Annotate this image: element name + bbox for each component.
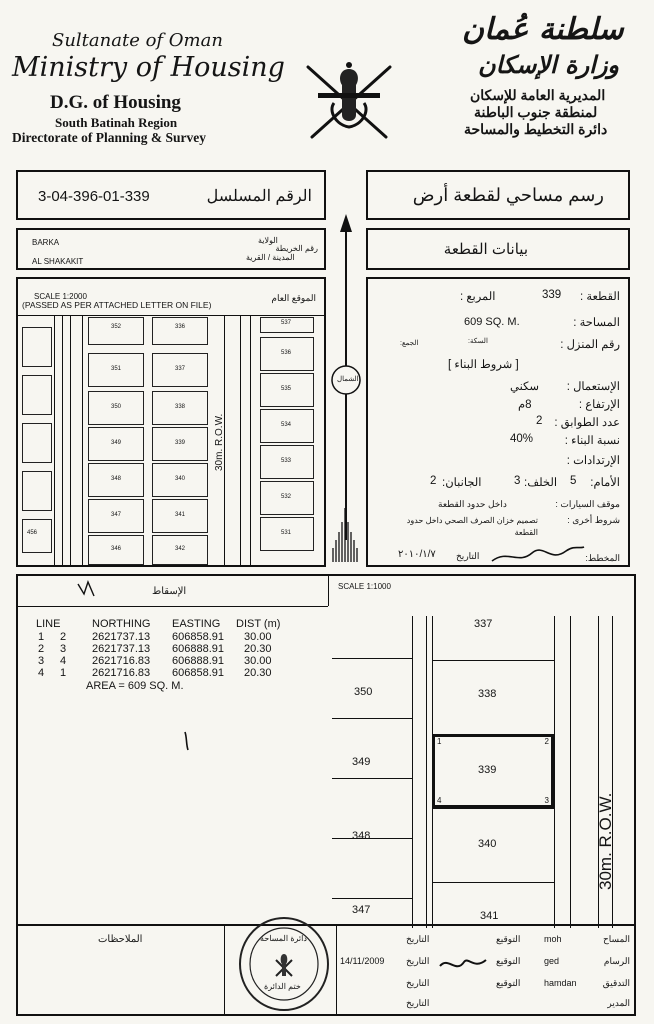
col-easting: EASTING bbox=[172, 618, 221, 630]
setbacks-label: الإرتدادات : bbox=[566, 455, 620, 467]
serial-label: الرقم المسلسل bbox=[206, 188, 312, 205]
col-line: LINE bbox=[36, 618, 61, 630]
planner-label: المخطط: bbox=[585, 553, 620, 563]
projection-scale: SCALE 1:1000 bbox=[338, 582, 391, 591]
key-plot: 351 bbox=[88, 353, 144, 387]
key-plot: 536 bbox=[260, 337, 314, 371]
header-en-line2: Ministry of Housing bbox=[12, 52, 285, 83]
plot-data-title: بيانات القطعة bbox=[443, 241, 528, 258]
date-label: التاريخ bbox=[456, 551, 480, 561]
detail-plot-337: 337 bbox=[474, 618, 493, 630]
plot-data-title-box bbox=[366, 228, 630, 270]
doc-title: رسم مساحي لقطعة أرض bbox=[412, 185, 604, 205]
footer-row-surveyor: المساح moh التوقيع التاريخ bbox=[406, 934, 630, 944]
detail-plot-349: 349 bbox=[352, 756, 371, 768]
header-en-line1: Sultanate of Oman bbox=[52, 30, 223, 51]
header-ar-line3: المديرية العامة للإسكان bbox=[470, 87, 606, 103]
height-value: 8م bbox=[518, 399, 532, 411]
coverage-value: 40% bbox=[510, 433, 534, 445]
square-label: المربع : bbox=[460, 291, 496, 303]
header-en-line5: Directorate of Planning & Survey bbox=[12, 130, 206, 145]
other-label: شروط أخرى : bbox=[567, 515, 620, 525]
planner-signature-icon bbox=[488, 539, 588, 567]
back-value: 3 bbox=[514, 475, 521, 487]
detail-plot-338: 338 bbox=[478, 688, 497, 700]
footer-row-checker: التدقيق hamdan التوقيع التاريخ bbox=[406, 978, 630, 988]
header-ar-line1: سلطنة عُمان bbox=[462, 12, 624, 47]
key-plot: 534 bbox=[260, 409, 314, 443]
key-map-row-label: 30m. R.O.W. bbox=[214, 413, 225, 471]
corner-2: 2 bbox=[544, 737, 549, 746]
official-stamp-icon bbox=[236, 914, 332, 1014]
parking-label: موقف السيارات : bbox=[555, 499, 620, 509]
corner-1: 1 bbox=[437, 737, 442, 746]
detail-plot-350: 350 bbox=[354, 686, 373, 698]
detail-plot-340: 340 bbox=[478, 838, 497, 850]
detail-plot-348: 348 bbox=[352, 830, 371, 842]
village-value: AL SHAKAKIT bbox=[32, 257, 84, 266]
stamp-bottom-text: ختم الدائرة bbox=[264, 982, 301, 991]
location-box bbox=[16, 228, 326, 270]
table-row: 2 3 2621737.13 606888.91 20.30 bbox=[38, 643, 272, 655]
front-label: الأمام: bbox=[590, 477, 620, 489]
national-emblem-icon bbox=[298, 55, 400, 145]
key-plot: 341 bbox=[152, 499, 208, 533]
general-location-label: الموقع العام bbox=[271, 293, 316, 303]
parking-value: داخل حدود القطعة bbox=[438, 499, 507, 509]
detail-map bbox=[328, 616, 638, 928]
plot-value: 339 bbox=[542, 289, 562, 301]
sides-value: 2 bbox=[430, 475, 437, 487]
corner-3: 3 bbox=[544, 796, 549, 805]
key-plot: 338 bbox=[152, 391, 208, 425]
table-row: 4 1 2621716.83 606858.91 20.30 bbox=[38, 667, 272, 679]
table-row: 1 2 2621737.13 606858.91 30.00 bbox=[38, 631, 272, 643]
key-plot-456: 456 bbox=[27, 530, 38, 536]
serial-value: 3-04-396-01-339 bbox=[38, 188, 150, 205]
coordinates-table bbox=[36, 618, 281, 692]
key-plot: 347 bbox=[88, 499, 144, 533]
key-map-note: (PASSED AS PER ATTACHED LETTER ON FILE) bbox=[22, 300, 212, 310]
use-value: سكني bbox=[510, 381, 540, 393]
projection-label: الإسقاط bbox=[152, 586, 187, 597]
key-plot: 342 bbox=[152, 535, 208, 565]
front-value: 5 bbox=[570, 475, 577, 487]
area-value: 609 SQ. M. bbox=[464, 316, 520, 328]
subject-plot-339 bbox=[432, 734, 554, 808]
map-no-label: رقم الخريطة bbox=[275, 244, 318, 253]
corner-4: 4 bbox=[437, 796, 442, 805]
key-map-scale: SCALE 1:2000 bbox=[34, 292, 87, 301]
plot-data-box bbox=[366, 277, 630, 567]
floors-value: 2 bbox=[536, 415, 543, 427]
building-conditions: [ شروط البناء ] bbox=[448, 359, 519, 371]
wilaya-label: الولاية bbox=[258, 236, 278, 245]
key-plot: 531 bbox=[260, 517, 314, 551]
north-label: الشمال bbox=[337, 376, 359, 383]
plot-label: القطعة : bbox=[579, 291, 620, 303]
key-plot: 346 bbox=[88, 535, 144, 565]
detail-plot-339: 339 bbox=[478, 764, 497, 776]
date-value: ٢٠١٠/١/٧ bbox=[398, 549, 436, 560]
footer-box bbox=[16, 926, 636, 1016]
key-plot: 532 bbox=[260, 481, 314, 515]
footer-row-director: المدير التاريخ bbox=[406, 998, 630, 1008]
notes-label: الملاحظات bbox=[98, 934, 143, 945]
other-value: تصميم خزان الصرف الصحي داخل حدود القطعة bbox=[406, 516, 538, 537]
use-label: الإستعمال : bbox=[566, 381, 620, 393]
key-plot: 336 bbox=[152, 317, 208, 345]
sikka-label: السكة: bbox=[468, 338, 488, 345]
back-label: الخلف: bbox=[524, 477, 558, 489]
detail-plot-341: 341 bbox=[480, 910, 499, 922]
header-ar-line2: وزارة الإسكان bbox=[478, 50, 620, 79]
key-plot: 535 bbox=[260, 373, 314, 407]
key-plot: 349 bbox=[88, 427, 144, 461]
stamp-top-text: دائرة المساحة bbox=[260, 934, 307, 943]
key-map-box bbox=[16, 277, 326, 567]
sides-label: الجانبان: bbox=[442, 477, 482, 489]
header-ar-line5: دائرة التخطيط والمساحة bbox=[464, 121, 608, 137]
key-plot: 352 bbox=[88, 317, 144, 345]
key-plot: 533 bbox=[260, 445, 314, 479]
key-plot: 337 bbox=[152, 353, 208, 387]
floors-label: عدد الطوابق : bbox=[554, 417, 620, 429]
projection-initial-icon bbox=[74, 578, 100, 600]
north-arrow-icon bbox=[328, 210, 364, 568]
doc-title-box bbox=[366, 170, 630, 220]
header-ar-line4: لمنطقة جنوب الباطنة bbox=[474, 104, 598, 120]
draftsman-signature-icon bbox=[438, 952, 488, 976]
header-en-line4: South Batinah Region bbox=[55, 115, 178, 130]
detail-plot-347: 347 bbox=[352, 904, 371, 916]
key-plot: 348 bbox=[88, 463, 144, 497]
header-en-line3: D.G. of Housing bbox=[50, 92, 181, 113]
table-row: 3 4 2621716.83 606888.91 30.00 bbox=[38, 655, 272, 667]
coverage-label: نسبة البناء : bbox=[564, 435, 620, 447]
col-northing: NORTHING bbox=[92, 618, 151, 630]
footer-row-draftsman: الرسام ged التوقيع التاريخ 14/11/2009 bbox=[340, 956, 630, 966]
detail-row-label: 30m. R.O.W. bbox=[596, 792, 615, 890]
col-dist: DIST (m) bbox=[236, 618, 281, 630]
projection-box bbox=[16, 574, 636, 926]
key-plot: 537 bbox=[260, 317, 314, 333]
jami-label: الجمع: bbox=[400, 340, 419, 347]
area-label: المساحة : bbox=[573, 317, 620, 329]
key-plot: 350 bbox=[88, 391, 144, 425]
village-label: المدينة / القرية bbox=[246, 253, 295, 262]
wilaya-value: BARKA bbox=[32, 238, 60, 247]
area-total: AREA = 609 SQ. M. bbox=[86, 680, 184, 692]
house-no-label: رقم المنزل : bbox=[560, 339, 620, 351]
key-plot: 340 bbox=[152, 463, 208, 497]
table-header bbox=[36, 618, 281, 631]
key-plot-339-highlight: 339 bbox=[152, 427, 208, 461]
serial-box bbox=[16, 170, 326, 220]
height-label: الإرتفاع : bbox=[578, 399, 620, 411]
